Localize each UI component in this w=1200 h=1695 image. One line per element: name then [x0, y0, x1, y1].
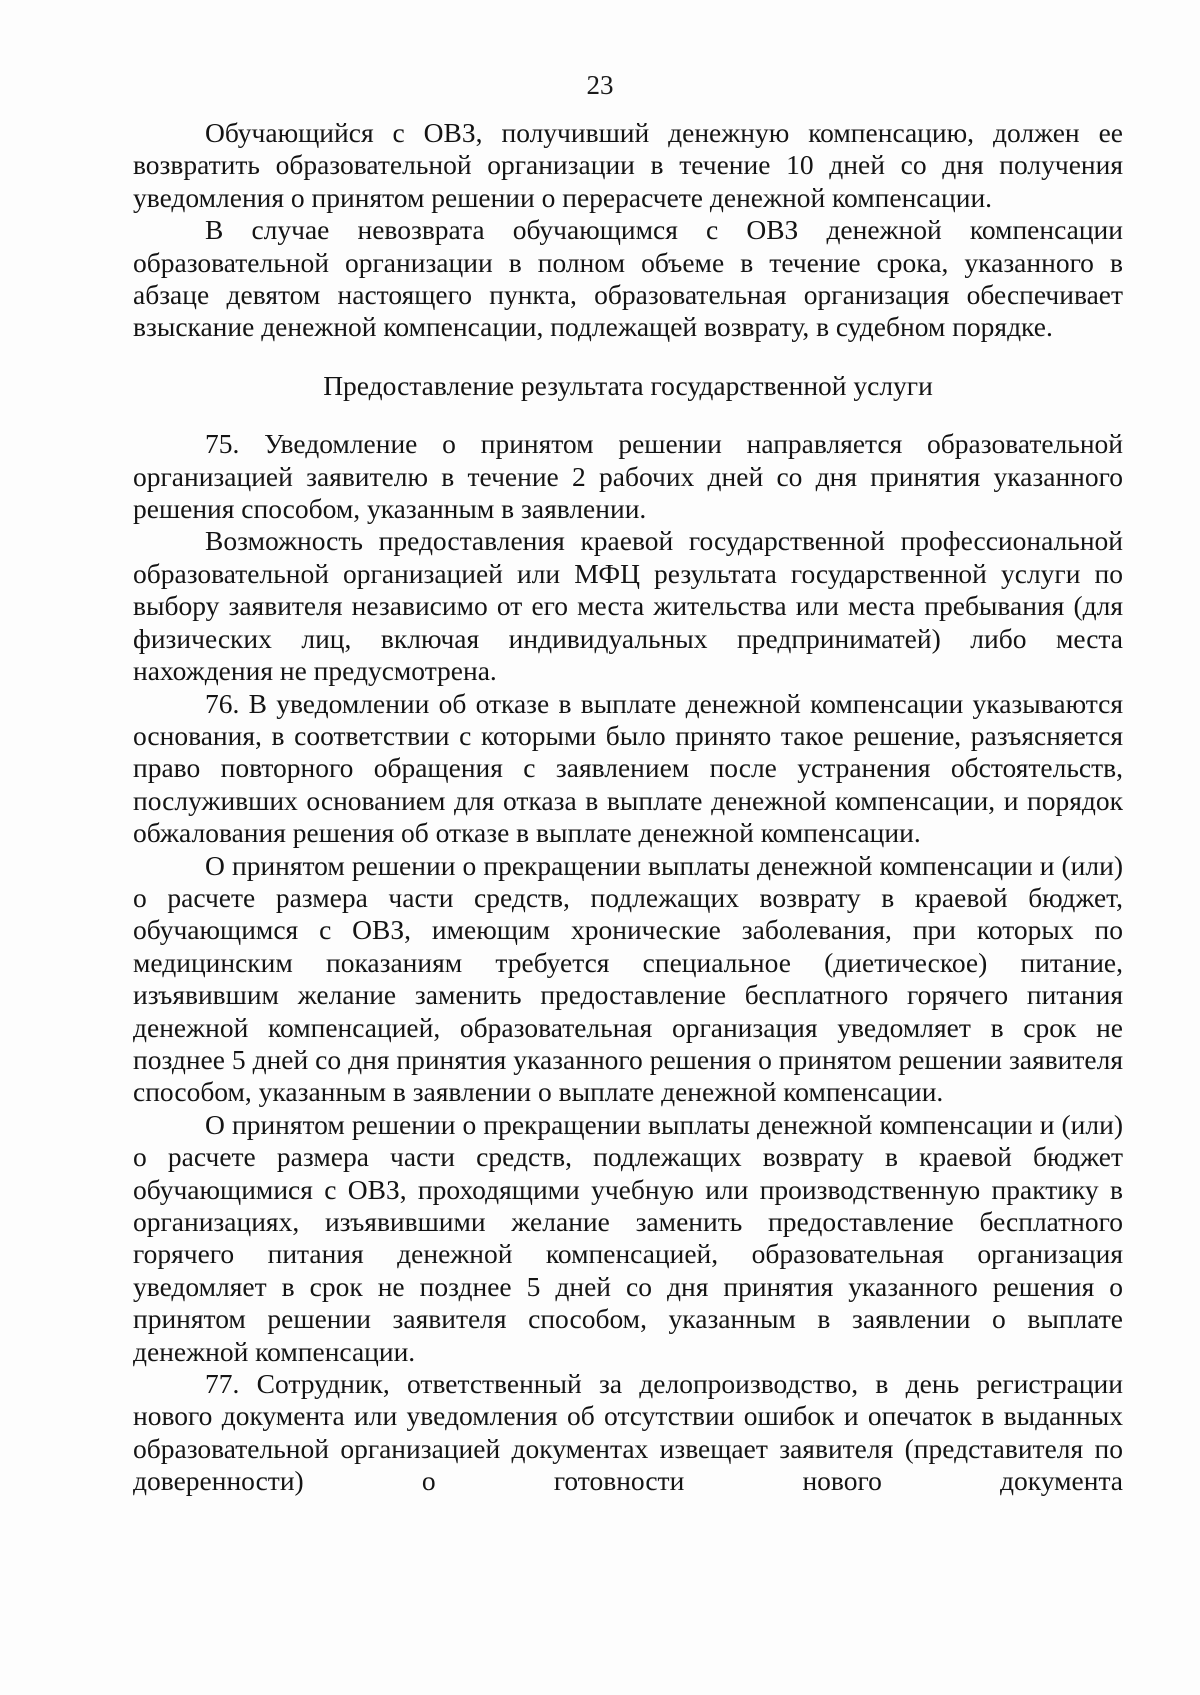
paragraph: Обучающийся с ОВЗ, получивший денежную компенсацию, должен ее возвратить образовательной организации в течение 10 дней со дня получения уведомления о принятом решении о перерасчете денежной компенсации.	[133, 117, 1123, 213]
paragraph-76: 76. В уведомлении об отказе в выплате денежной компенсации указываются основания, в соответствии с которыми было принято такое решение, разъясняется право повторного обращения с заявлением после устранения обстоятельств, послуживших основанием для отказа в выплате денежной компенсации, и порядок обжалования решения об отказе в выплате денежной компенсации.	[133, 687, 1123, 849]
document-body	[133, 117, 1123, 1498]
paragraph: О принятом решении о прекращении выплаты денежной компенсации и (или) о расчете размера части средств, подлежащих возврату в краевой бюджет обучающимися с ОВЗ, проходящими учебную или производственную практику в организациях, изъявившими желание заменить предоставление бесплатного горячего питания денежной компенсацией, образовательная организация уведомляет в срок не позднее 5 дней со дня принятия указанного решения о принятом решении заявителя способом, указанным в заявлении о выплате денежной компенсации.	[133, 1108, 1123, 1367]
section-heading: Предоставление результата государственной услуги	[323, 369, 933, 401]
page-number: 23	[586, 70, 614, 100]
paragraph-77: 77. Сотрудник, ответственный за делопроизводство, в день регистрации нового документа или уведомления об отсутствии ошибок и опечаток в выданных образовательной организацией документах извещает заявителя (представителя по доверенности) о готовности нового документа	[133, 1368, 1123, 1497]
paragraph: О принятом решении о прекращении выплаты денежной компенсации и (или) о расчете размера части средств, подлежащих возврату в краевой бюджет, обучающимся с ОВЗ, имеющим хронические заболевания, при которых по медицинским показаниям требуется специальное (диетическое) питание, изъявившим желание заменить предоставление бесплатного горячего питания денежной компенсацией, образовательная организация уведомляет в срок не позднее 5 дней со дня принятия указанного решения о принятом решении заявителя способом, указанным в заявлении о выплате денежной компенсации.	[133, 849, 1123, 1108]
paragraph: Возможность предоставления краевой государственной профессиональной образовательной организацией или МФЦ результата государственной услуги по выбору заявителя независимо от его места жительства или места пребывания (для физических лиц, включая индивидуальных предприниматей) либо места нахождения не предусмотрена.	[133, 525, 1123, 687]
paragraph-75: 75. Уведомление о принятом решении направляется образовательной организацией заявителю в течение 2 рабочих дней со дня принятия указанного решения способом, указанным в заявлении.	[133, 428, 1123, 525]
paragraph: В случае невозврата обучающимся с ОВЗ денежной компенсации образовательной организации в полном объеме в течение срока, указанного в абзаце девятом настоящего пункта, образовательная организация обеспечивает взыскание денежной компенсации, подлежащей возврату, в судебном порядке.	[133, 214, 1123, 343]
